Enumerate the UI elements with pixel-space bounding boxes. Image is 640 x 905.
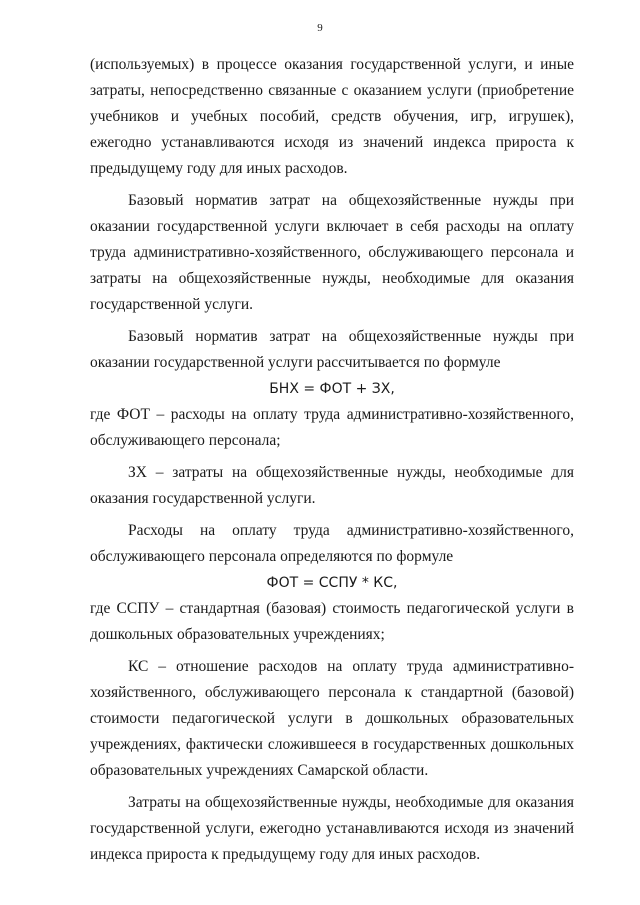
paragraph-base-norm-formula-intro: Базовый норматив затрат на общехозяйственные нужды при оказании государственной услуги рассчитывается по формуле [90, 328, 574, 371]
document-body [90, 52, 574, 868]
paragraph-fot-formula-intro [90, 518, 574, 570]
word: Расходы [128, 522, 183, 539]
paragraph-zh-indexation: Затраты на общехозяйственные нужды, необходимые для оказания государственной услуги, ежегодно устанавливаются исходя из значений индекса прироста к предыдущему году для иных расходов. [90, 794, 574, 863]
page-number: 9 [317, 22, 323, 34]
formula-bnh: БНХ = ФОТ + ЗХ, [269, 381, 395, 397]
justified-line [90, 518, 574, 544]
paragraph-continuation: (используемых) в процессе оказания государственной услуги, и иные затраты, непосредственно связанные с оказанием услуги (приобретение учебников и учебных пособий, средств обучения, игр, игрушек), ежегодно устанавливаются исходя из значений индекса прироста к предыдущему году для иных расходов. [90, 56, 574, 177]
word: труда [293, 522, 330, 539]
paragraph-fot-definition: где ФОТ – расходы на оплату труда административно-хозяйственного, обслуживающего персонала; [90, 406, 574, 449]
word: оплату [232, 522, 277, 539]
word: на [199, 522, 216, 539]
formula-fot: ФОТ = ССПУ * КС, [266, 575, 398, 591]
paragraph-sspu-definition: где ССПУ – стандартная (базовая) стоимость педагогической услуги в дошкольных образовательных учреждениях; [90, 600, 574, 643]
word: административно-хозяйственного, [346, 522, 574, 539]
line-text: обслуживающего персонала определяются по формуле [90, 548, 454, 565]
paragraph-ks-definition: КС – отношение расходов на оплату труда административно-хозяйственного, обслуживающего персонала к стандартной (базовой) стоимости педагогической услуги в дошкольных образовательных учреждениях, фактически сложившееся в государственных дошкольных образовательных учреждениях Самарской области. [90, 658, 574, 779]
paragraph-zh-definition: ЗХ – затраты на общехозяйственные нужды, необходимые для оказания государственной услуги. [90, 464, 574, 507]
paragraph-base-norm-description: Базовый норматив затрат на общехозяйственные нужды при оказании государственной услуги включает в себя расходы на оплату труда административно-хозяйственного, обслуживающего персонала и затраты на общехозяйственные нужды, необходимые для оказания государственной услуги. [90, 192, 574, 313]
